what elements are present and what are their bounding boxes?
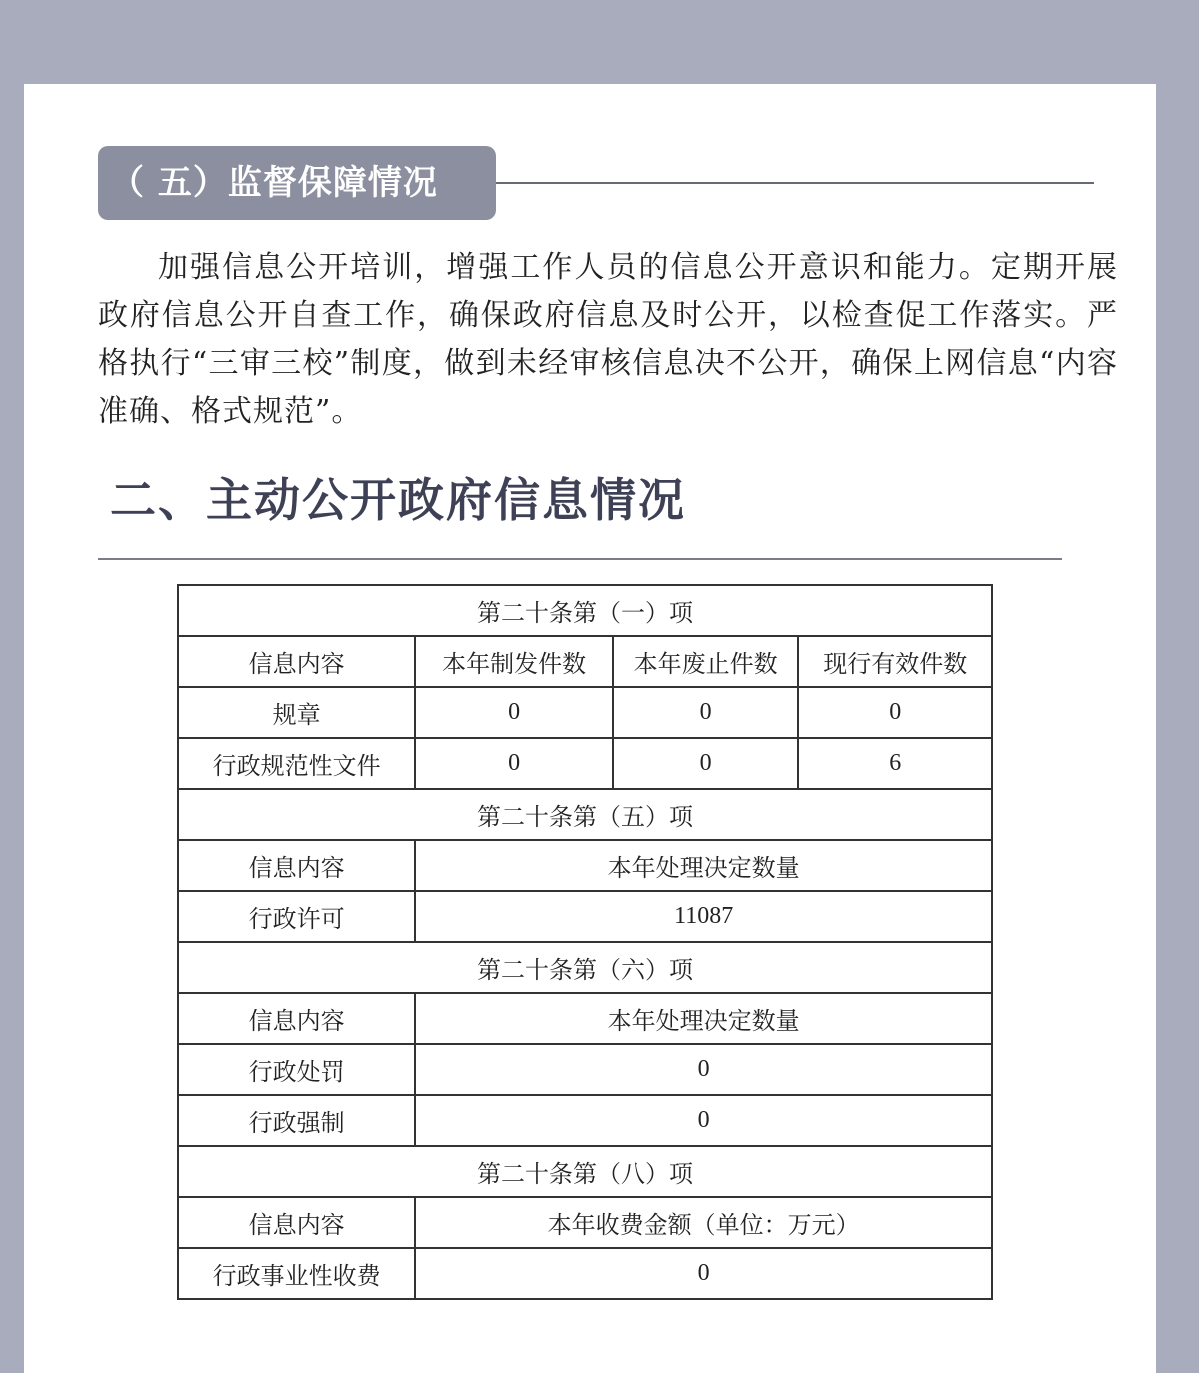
part1-header-content: 信息内容 — [178, 636, 415, 687]
row-issued: 0 — [415, 687, 613, 738]
table-row — [178, 687, 992, 738]
section-divider — [98, 558, 1062, 560]
disclosure-table — [177, 584, 993, 1300]
row-value: 0 — [415, 1044, 992, 1095]
table-section-title-row — [178, 585, 992, 636]
part5-header-content: 信息内容 — [178, 840, 415, 891]
part6-header-value: 本年处理决定数量 — [415, 993, 992, 1044]
table-section-title-row — [178, 789, 992, 840]
table-header-row — [178, 636, 992, 687]
part1-title: 第二十条第（一）项 — [178, 585, 992, 636]
table-header-row — [178, 1197, 992, 1248]
part8-header-content: 信息内容 — [178, 1197, 415, 1248]
row-value: 0 — [415, 1248, 992, 1299]
table-header-row — [178, 840, 992, 891]
row-repealed: 0 — [613, 738, 799, 789]
table-header-row — [178, 993, 992, 1044]
section-title: 二、主动公开政府信息情况 — [110, 473, 686, 527]
part5-title: 第二十条第（五）项 — [178, 789, 992, 840]
part5-header-value: 本年处理决定数量 — [415, 840, 992, 891]
row-label: 行政规范性文件 — [178, 738, 415, 789]
table-row — [178, 738, 992, 789]
table-section-title-row — [178, 942, 992, 993]
subsection-heading: （ 五）监督保障情况 — [98, 146, 496, 220]
part1-header-issued: 本年制发件数 — [415, 636, 613, 687]
table-section-title-row — [178, 1146, 992, 1197]
part1-header-repealed: 本年废止件数 — [613, 636, 799, 687]
row-label: 行政强制 — [178, 1095, 415, 1146]
subsection-divider — [496, 182, 1094, 184]
row-label: 行政事业性收费 — [178, 1248, 415, 1299]
row-valid: 6 — [798, 738, 992, 789]
row-label: 行政许可 — [178, 891, 415, 942]
row-valid: 0 — [798, 687, 992, 738]
part1-header-valid: 现行有效件数 — [798, 636, 992, 687]
part8-title: 第二十条第（八）项 — [178, 1146, 992, 1197]
row-label: 行政处罚 — [178, 1044, 415, 1095]
row-issued: 0 — [415, 738, 613, 789]
document-page — [24, 84, 1156, 1373]
row-repealed: 0 — [613, 687, 799, 738]
part6-header-content: 信息内容 — [178, 993, 415, 1044]
row-value: 11087 — [415, 891, 992, 942]
row-value: 0 — [415, 1095, 992, 1146]
table-row — [178, 1044, 992, 1095]
table-row — [178, 1095, 992, 1146]
part8-header-value: 本年收费金额（单位：万元） — [415, 1197, 992, 1248]
subsection-paragraph: 加强信息公开培训，增强工作人员的信息公开意识和能力。定期开展政府信息公开自查工作，确保政府信息及时公开，以检查促工作落实。严格执行“三审三校”制度，做到未经审核信息决不公开，确保上网信息“内容准确、格式规范”。 — [98, 250, 1118, 429]
part6-title: 第二十条第（六）项 — [178, 942, 992, 993]
row-label: 规章 — [178, 687, 415, 738]
table-row — [178, 891, 992, 942]
table-row — [178, 1248, 992, 1299]
